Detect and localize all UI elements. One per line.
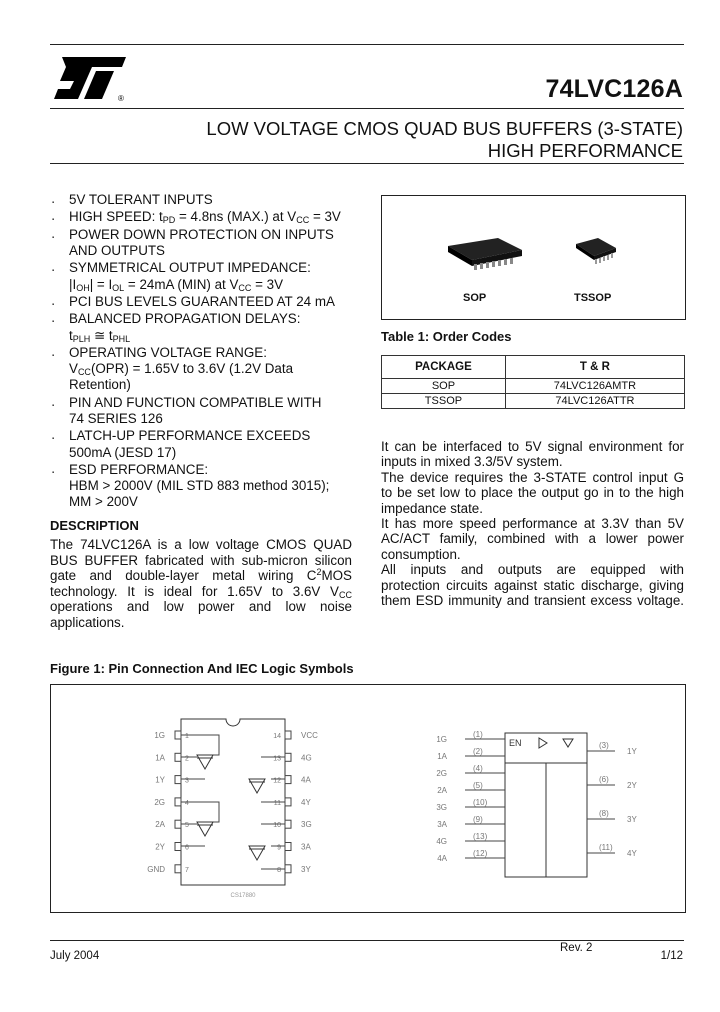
pin-number-right: 13 (273, 755, 281, 763)
footer-rev: Rev. 2 (560, 942, 593, 954)
pin-right (285, 731, 291, 739)
buffer-gate-4 (249, 846, 265, 860)
part-number: 74LVC126A (545, 75, 683, 103)
pin-number-right: 10 (273, 822, 281, 830)
pin-left (175, 731, 181, 739)
right-text-line: protection circuits against static discharge, giving (381, 577, 684, 593)
sop-package-image (444, 234, 526, 274)
order-codes-table (381, 355, 685, 409)
pin-left (175, 798, 181, 806)
iec-output-name: 4Y (627, 849, 637, 858)
description-line: operations and low power and low noise (50, 599, 352, 614)
feature-item: ▪ PCI BUS LEVELS GUARANTEED AT 24 mA (52, 294, 362, 310)
right-text-line: consumption. (381, 546, 461, 562)
st-logo (52, 55, 134, 103)
buffer-gate-2 (249, 779, 265, 793)
feature-item: ▪ PIN AND FUNCTION COMPATIBLE WITH 74 SERIES 126 (52, 395, 362, 427)
right-text-line: inputs in mixed 3.3/5V system. (381, 454, 563, 470)
pin-number-left: 2 (185, 755, 189, 763)
feature-list (52, 192, 362, 512)
pin-name-left: 1Y (155, 775, 165, 785)
right-text-line: It has more speed performance at 3.3V than 5V (381, 516, 684, 531)
pin-number-left: 6 (185, 844, 189, 852)
pin-name-right: 4A (301, 775, 311, 785)
feature-item: ▪ POWER DOWN PROTECTION ON INPUTS AND OUTPUTS (52, 227, 362, 259)
pin-left (175, 865, 181, 873)
iec-en-label: EN (509, 738, 522, 748)
pin-right (285, 820, 291, 828)
footer-rule (50, 940, 684, 941)
iec-output-number: (8) (599, 809, 609, 818)
iec-output-name: 3Y (627, 815, 637, 824)
feature-item: ▪ HIGH SPEED: $t_{PD} = 4.8ns$ (MAX.) at $V_{CC} = 3V$ (52, 209, 362, 225)
chip-code: CS17880 (230, 893, 256, 899)
table-row (382, 379, 685, 394)
description-line: applications. (50, 614, 125, 630)
title-bottom-rule (50, 163, 684, 164)
pin-number-left: 1 (185, 733, 189, 740)
figure-box (50, 684, 686, 913)
right-text-line: The device requires the 3-STATE control input G (381, 469, 684, 485)
iec-input-number: (10) (473, 798, 488, 807)
order-table-caption: Table 1: Order Codes (381, 329, 512, 344)
description-line: technology. It is ideal for 1.65V to 3.6V $V_{CC}$ (50, 583, 352, 600)
figure-caption: Figure 1: Pin Connection And IEC Logic Symbols (50, 661, 354, 676)
table-cell-package: TSSOP (382, 394, 506, 409)
pin-right (285, 753, 291, 761)
pin-left (175, 843, 181, 851)
buffer-gate-1 (197, 755, 213, 769)
iec-output-number: (6) (599, 775, 609, 784)
pin-name-right: 4Y (301, 797, 311, 807)
iec-input-number: (4) (473, 764, 483, 773)
pin-name-left: 2A (155, 820, 165, 830)
logo-registered-mark: ® (118, 94, 124, 103)
top-rule (50, 44, 684, 45)
iec-input-name: 1A (437, 752, 447, 761)
pin-left (175, 753, 181, 761)
pin-right (285, 865, 291, 873)
right-text-line: impedance state. (381, 500, 483, 516)
pin-number-right: 9 (277, 844, 281, 852)
pin-number-right: 12 (273, 777, 281, 785)
description-line: BUS BUFFER fabricated with sub-micron silicon (50, 552, 352, 568)
pin-name-right: 3Y (301, 864, 311, 874)
iec-output-name: 1Y (627, 747, 637, 756)
feature-item: ▪ ESD PERFORMANCE: HBM > 2000V (MIL STD 883 method 3015); MM > 200V (52, 462, 362, 511)
footer-page: 1/12 (660, 950, 683, 962)
table-cell-code: 74LVC126ATTR (505, 394, 684, 409)
package-box (381, 195, 686, 320)
table-header-tr: T & R (505, 356, 684, 379)
description-line: gate and double-layer metal wiring $C^2MOS$ (50, 567, 352, 583)
pin-number-right: 11 (273, 799, 281, 807)
pin-right (285, 776, 291, 784)
pin-name-left: 2Y (155, 842, 165, 852)
right-text-line: All inputs and outputs are equipped with (381, 562, 684, 578)
buffer-gate-3 (197, 822, 213, 836)
iec-input-number: (9) (473, 815, 483, 824)
description-line: The 74LVC126A is a low voltage CMOS QUAD (50, 537, 352, 552)
pin-name-left: 1G (154, 731, 165, 740)
iec-input-name: 2G (436, 769, 447, 778)
pin-connection-diagram (51, 685, 685, 912)
pin-right (285, 843, 291, 851)
iec-input-name: 3G (436, 803, 447, 812)
title-rule (50, 108, 684, 109)
feature-item: ▪ SYMMETRICAL OUTPUT IMPEDANCE: $|I_{OH}| = I_{OL} = 24mA$ (MIN) at $V_{CC} = 3V$ (52, 260, 362, 292)
pin-name-left: GND (147, 864, 165, 874)
iec-output-number: (11) (599, 843, 613, 852)
tssop-package-image (572, 236, 620, 270)
iec-input-name: 1G (436, 735, 447, 744)
pin-number-left: 4 (185, 799, 189, 807)
pin-number-left: 7 (185, 866, 189, 874)
feature-item: ▪ OPERATING VOLTAGE RANGE: $V_{CC}(OPR) = 1.65V$ to 3.6V (1.2V Data Retention) (52, 345, 362, 394)
iec-buffer-symbol (539, 738, 547, 748)
iec-tristate-symbol (563, 739, 573, 747)
feature-item: ▪ 5V TOLERANT INPUTS (52, 192, 362, 208)
pin-name-right: 3A (301, 842, 311, 852)
pin-name-left: 1A (155, 753, 165, 763)
iec-input-number: (1) (473, 730, 483, 739)
iec-input-name: 2A (437, 786, 447, 795)
iec-input-name: 4G (436, 837, 447, 846)
iec-input-number: (2) (473, 747, 483, 756)
title-line-1: LOW VOLTAGE CMOS QUAD BUS BUFFERS (3-STATE) (206, 118, 683, 139)
feature-item: ▪ LATCH-UP PERFORMANCE EXCEEDS 500mA (JESD 17) (52, 428, 362, 460)
tssop-label: TSSOP (574, 292, 612, 304)
description-heading: DESCRIPTION (50, 518, 139, 533)
pin-number-left: 3 (185, 777, 189, 785)
pin-right (285, 798, 291, 806)
table-cell-code: 74LVC126AMTR (505, 379, 684, 394)
iec-output-name: 2Y (627, 781, 637, 790)
table-cell-package: SOP (382, 379, 506, 394)
pin-name-left: 2G (154, 797, 165, 807)
table-row (382, 394, 685, 409)
right-text-line: to be set low to place the output go in to the high (381, 485, 684, 501)
sop-label: SOP (463, 292, 487, 304)
iec-input-name: 4A (437, 854, 447, 863)
pin-left (175, 820, 181, 828)
pin-name-right: VCC (301, 731, 318, 740)
footer-date: July 2004 (50, 950, 100, 962)
pin-number-right: 14 (273, 733, 281, 740)
table-header-package: PACKAGE (382, 356, 506, 379)
iec-input-number: (5) (473, 781, 483, 790)
title-line-2: HIGH PERFORMANCE (487, 140, 683, 161)
right-text-line: AC/ACT family, combined with a lower power (381, 531, 684, 547)
pin-name-right: 3G (301, 820, 312, 830)
right-text-line: It can be interfaced to 5V signal environment for (381, 439, 684, 454)
pin-number-left: 5 (185, 822, 189, 830)
iec-input-name: 3A (437, 820, 447, 829)
iec-input-number: (12) (473, 849, 488, 858)
pin-number-right: 8 (277, 866, 281, 874)
feature-item: ▪ BALANCED PROPAGATION DELAYS: $t_{PLH}$ ≅ $t_{PHL}$ (52, 311, 362, 343)
iec-input-number: (13) (473, 832, 488, 841)
pin-name-right: 4G (301, 753, 312, 763)
right-text-line: them ESD immunity and transient excess voltage. (381, 593, 684, 608)
iec-output-number: (3) (599, 741, 609, 750)
pin-left (175, 776, 181, 784)
